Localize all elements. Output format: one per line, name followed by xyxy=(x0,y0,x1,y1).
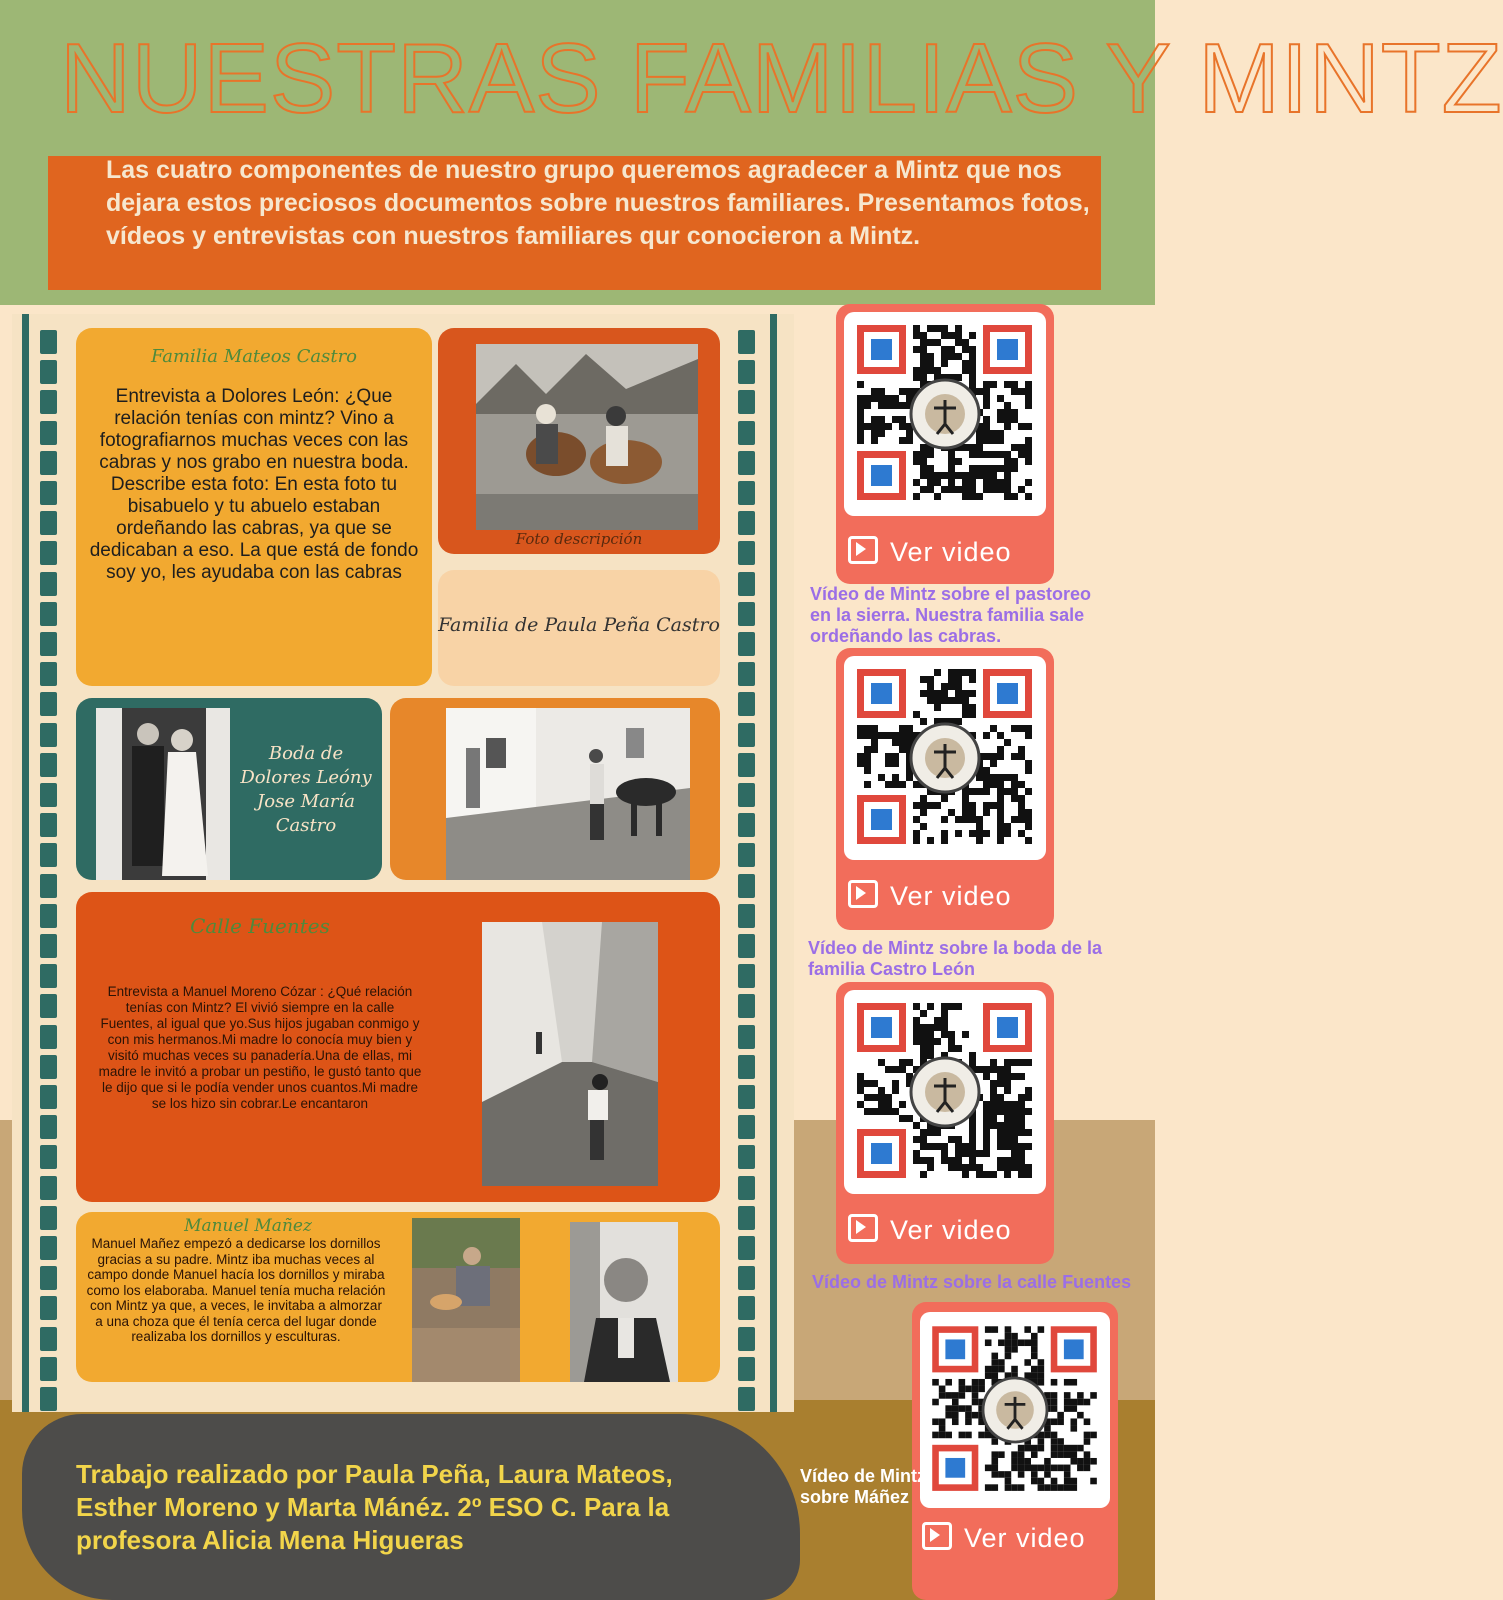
film-hole xyxy=(40,1206,57,1230)
qr-code[interactable] xyxy=(920,1312,1110,1508)
film-hole xyxy=(738,360,755,384)
familia-paula-label: Familia de Paula Peña Castro xyxy=(438,614,720,636)
film-hole xyxy=(40,934,57,958)
film-hole xyxy=(40,904,57,928)
calle-fuentes-card xyxy=(76,892,720,1202)
ver-video-button-2[interactable] xyxy=(848,880,1012,912)
ver-video-label: Ver video xyxy=(890,1215,1012,1245)
page-title: NUESTRAS FAMILIAS Y MINTZ xyxy=(60,23,1503,133)
qr-card-boda[interactable] xyxy=(836,648,1054,930)
qr-code-image xyxy=(920,1312,1110,1508)
film-hole xyxy=(40,602,57,626)
ver-video-label: Ver video xyxy=(890,537,1012,567)
film-hole xyxy=(40,1025,57,1049)
video-add-icon xyxy=(848,880,878,908)
intro-text: Las cuatro componentes de nuestro grupo queremos agradecer a Mintz que nos dejara estos preciosos documentos sobre nuestros familiares. Presentamos fotos, vídeos y entrevistas con nuestros familiares qur conocieron a Mintz. xyxy=(106,156,1090,250)
familia-mateos-text: Entrevista a Dolores León: ¿Que relación tenías con mintz? Vino a fotografiarnos muchas veces con las cabras y nos grabo en nuestra boda. Describe esta foto: En esta foto tu bisabuelo y tu abuelo estaban ordeñando las cabras, ya que se dedicaban a eso. La que está de fondo soy yo, les ayudaba con las cabras xyxy=(89,386,419,583)
film-hole xyxy=(40,723,57,747)
film-hole xyxy=(40,753,57,777)
film-hole xyxy=(40,783,57,807)
video-add-icon xyxy=(922,1522,952,1550)
video-caption-2: Vídeo de Mintz sobre la boda de la familia Castro León xyxy=(808,938,1103,979)
foto-cabras-card xyxy=(438,328,720,554)
film-hole xyxy=(40,692,57,716)
dornillos-photo xyxy=(412,1218,520,1382)
film-hole xyxy=(40,511,57,535)
film-hole xyxy=(738,692,755,716)
film-hole xyxy=(40,1357,57,1381)
film-hole xyxy=(738,874,755,898)
boda-label: Boda de Dolores Leóny Jose María Castro xyxy=(240,743,372,836)
film-hole xyxy=(738,753,755,777)
film-hole xyxy=(40,451,57,475)
film-line-left xyxy=(22,314,29,1412)
film-hole xyxy=(40,330,57,354)
qr-card-pastoreo[interactable] xyxy=(836,304,1054,584)
film-hole xyxy=(738,421,755,445)
manuel-manez-heading: Manuel Mañez xyxy=(184,1216,312,1236)
video-caption-1: Vídeo de Mintz sobre el pastoreo en la sierra. Nuestra familia sale ordeñando las cabras. xyxy=(810,584,1092,646)
film-hole xyxy=(738,602,755,626)
film-hole xyxy=(738,1236,755,1260)
film-hole xyxy=(738,1055,755,1079)
film-hole xyxy=(40,1327,57,1351)
film-hole xyxy=(40,421,57,445)
film-hole xyxy=(40,481,57,505)
ver-video-button-4[interactable] xyxy=(922,1522,1086,1554)
familia-paula-card xyxy=(438,570,720,686)
film-hole xyxy=(738,572,755,596)
manuel-manez-card xyxy=(76,1212,720,1382)
film-hole xyxy=(40,874,57,898)
familia-mateos-card xyxy=(76,328,432,686)
film-hole xyxy=(738,541,755,565)
film-hole xyxy=(738,964,755,988)
film-hole xyxy=(40,1145,57,1169)
boda-card xyxy=(76,698,382,880)
qr-card-calle[interactable] xyxy=(836,982,1054,1264)
film-hole xyxy=(738,813,755,837)
film-hole xyxy=(738,1025,755,1049)
film-hole xyxy=(40,360,57,384)
street-photo xyxy=(482,922,658,1186)
film-hole xyxy=(738,481,755,505)
film-hole xyxy=(738,330,755,354)
film-hole xyxy=(738,994,755,1018)
qr-code-image xyxy=(844,990,1046,1194)
qr-code[interactable] xyxy=(844,312,1046,516)
calle-fuentes-heading: Calle Fuentes xyxy=(190,914,330,938)
donkey-photo xyxy=(446,708,690,880)
film-hole xyxy=(40,632,57,656)
ver-video-label: Ver video xyxy=(964,1523,1086,1553)
film-hole xyxy=(738,1145,755,1169)
film-hole xyxy=(738,1085,755,1109)
calle-fuentes-text: Entrevista a Manuel Moreno Cózar : ¿Qué relación tenías con Mintz? El vivió siempre en la calle Fuentes, al igual que yo.Sus hijos jugaban conmigo y con mis hermanos.Mi madre lo conocía muy bien y visitó muchas veces su panadería.Una de ellas, mi madre le invitó a probar un pestiño, le gustó tanto que le dijo que si le podía vender unos cuantos.Mi madre se los hizo sin cobrar.Le encantaron xyxy=(98,984,422,1111)
film-hole xyxy=(738,1176,755,1200)
wedding-photo xyxy=(96,708,230,880)
qr-card-manez[interactable] xyxy=(912,1302,1118,1600)
film-hole xyxy=(40,1266,57,1290)
film-hole xyxy=(40,572,57,596)
qr-code-image xyxy=(844,312,1046,516)
film-hole xyxy=(738,390,755,414)
film-hole xyxy=(40,994,57,1018)
film-hole xyxy=(40,1085,57,1109)
film-hole xyxy=(40,1055,57,1079)
film-hole xyxy=(738,783,755,807)
film-hole xyxy=(738,723,755,747)
film-hole xyxy=(40,813,57,837)
film-hole xyxy=(738,1115,755,1139)
ver-video-button-3[interactable] xyxy=(848,1214,1012,1246)
film-hole xyxy=(738,662,755,686)
goats-photo xyxy=(476,344,698,530)
video-add-icon xyxy=(848,536,878,564)
film-hole xyxy=(738,1296,755,1320)
film-hole xyxy=(40,964,57,988)
film-hole xyxy=(738,1266,755,1290)
video-caption-4: Vídeo de Mintz sobre Máñez xyxy=(800,1466,926,1507)
film-hole xyxy=(738,1206,755,1230)
film-strip xyxy=(12,314,794,1412)
film-hole xyxy=(738,1357,755,1381)
foto-descripcion-label: Foto descripción xyxy=(515,530,643,548)
film-hole xyxy=(40,541,57,565)
street-donkey-card xyxy=(390,698,720,880)
familia-mateos-heading: Familia Mateos Castro xyxy=(150,346,358,367)
film-hole xyxy=(40,1296,57,1320)
film-line-right xyxy=(770,314,777,1412)
film-hole xyxy=(738,511,755,535)
qr-code[interactable] xyxy=(844,990,1046,1194)
footer-credits: Trabajo realizado por Paula Peña, Laura Mateos, Esther Moreno y Marta Mánéz. 2º ESO C. Para la profesora Alicia Mena Higueras xyxy=(76,1459,673,1555)
film-hole xyxy=(40,662,57,686)
film-hole xyxy=(40,390,57,414)
video-caption-3: Vídeo de Mintz sobre la calle Fuentes xyxy=(812,1272,1132,1292)
film-hole xyxy=(738,1327,755,1351)
manez-portrait-photo xyxy=(570,1222,678,1382)
ver-video-button-1[interactable] xyxy=(848,536,1012,568)
qr-code[interactable] xyxy=(844,656,1046,860)
film-hole xyxy=(738,904,755,928)
film-hole xyxy=(40,1236,57,1260)
film-hole xyxy=(738,632,755,656)
video-add-icon xyxy=(848,1214,878,1242)
film-hole xyxy=(40,1115,57,1139)
film-hole xyxy=(738,451,755,475)
qr-code-image xyxy=(844,656,1046,860)
film-hole xyxy=(40,1176,57,1200)
film-hole xyxy=(40,1387,57,1411)
film-hole xyxy=(40,843,57,867)
manuel-manez-text: Manuel Mañez empezó a dedicarse los dornillos gracias a su padre. Mintz iba muchas veces al campo donde Manuel hacía los dornillos y miraba como los elaboraba. Manuel tenía mucha relación con Mintz ya que, a veces, le invitaba a almorzar a una choza que él tenía cerca del lugar donde realizaba los dornillos y esculturas. xyxy=(86,1236,386,1344)
film-hole xyxy=(738,843,755,867)
film-hole xyxy=(738,1387,755,1411)
film-hole xyxy=(738,934,755,958)
ver-video-label: Ver video xyxy=(890,881,1012,911)
